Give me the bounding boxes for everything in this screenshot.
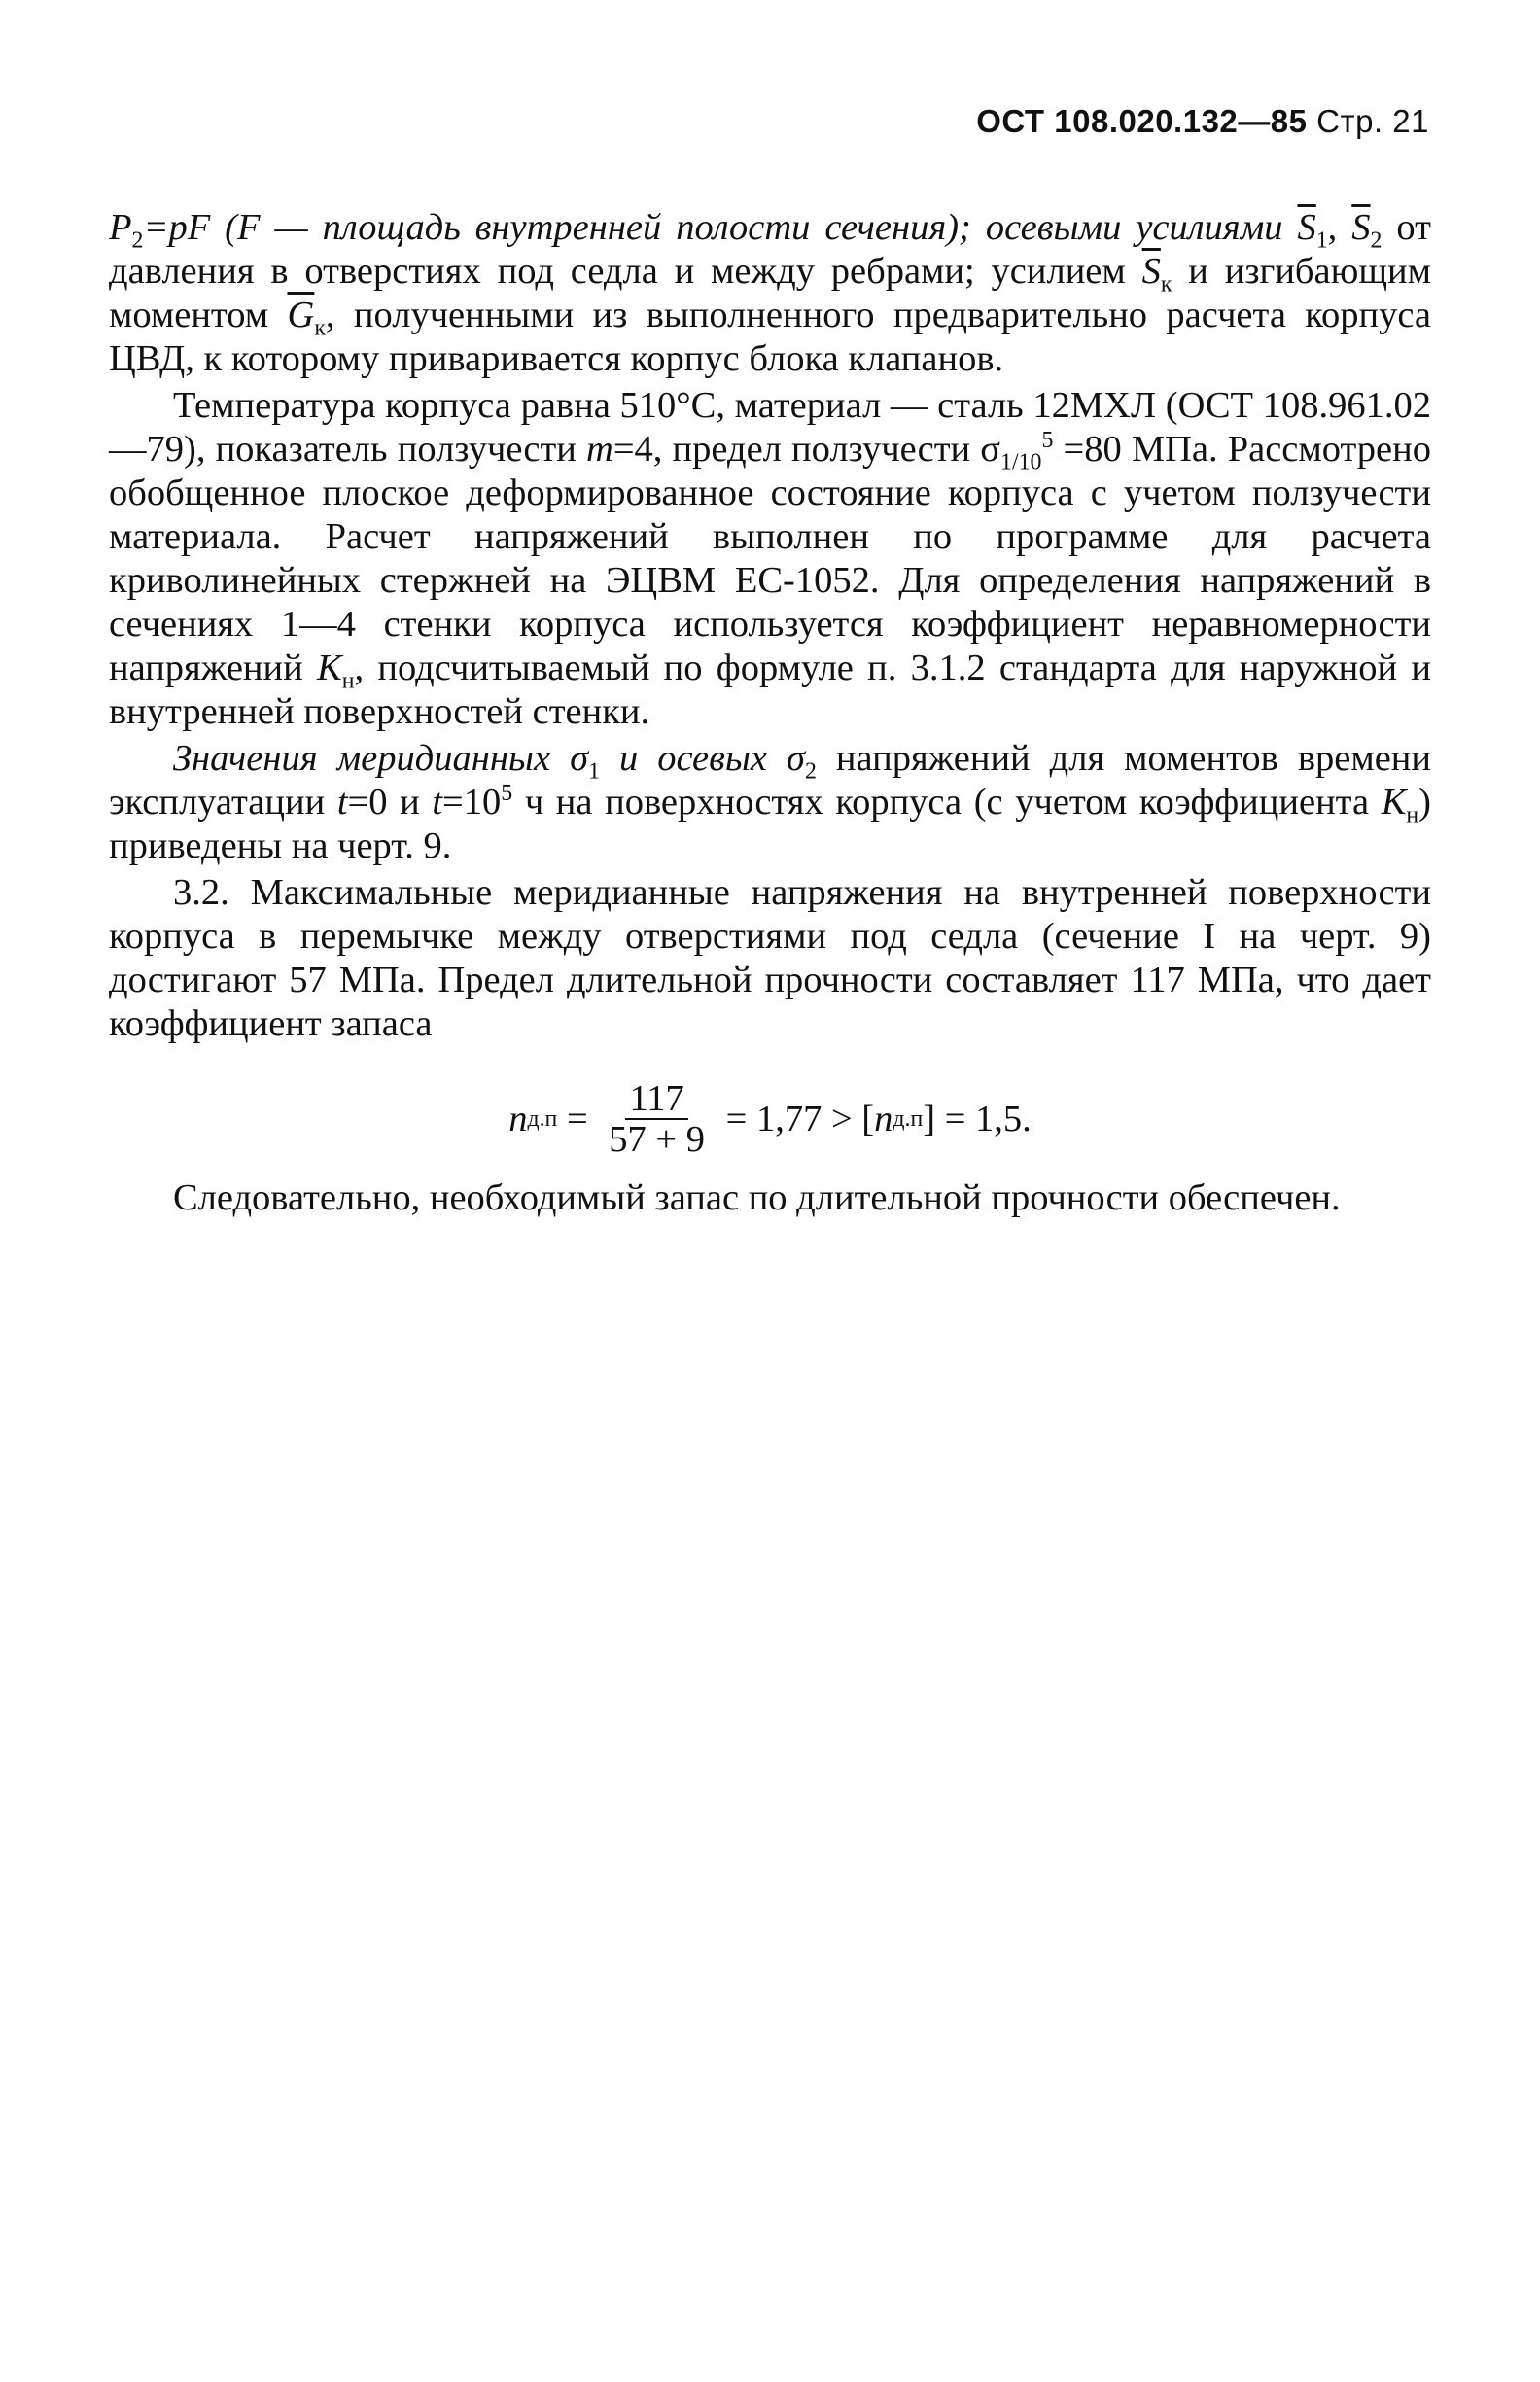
symbol-t: t	[336, 782, 348, 823]
subscript: н	[1406, 802, 1419, 828]
superscript: 5	[501, 781, 513, 807]
page-number: Стр. 21	[1316, 103, 1429, 139]
text-run: ч на поверхностях корпуса (с учетом коэффициента	[512, 782, 1382, 823]
superscript: 5	[1041, 428, 1054, 454]
symbol-K: K	[1381, 782, 1407, 823]
symbol-Gk: $\overline{G}$	[287, 295, 315, 335]
safety-factor-formula: n д.п = $\frac{117}{57 + 9}$ = 1,77 > [ n д.п ] = 1,5.	[508, 1078, 1032, 1160]
symbol-P: P	[109, 207, 132, 248]
subscript: 2	[805, 758, 817, 785]
text-run: =4, предел ползучести σ	[612, 429, 1001, 470]
paragraph-loads	[109, 206, 1431, 381]
text-run: =10	[442, 782, 502, 823]
text-run: , подсчитываемый по формуле п. 3.1.2 стандарта для наружной и внутренней поверхностей стенки.	[109, 648, 1431, 732]
text-run: и изгибающим моментом	[109, 251, 1431, 335]
subscript: 1	[588, 758, 600, 785]
paragraph-section-3-2: 3.2. Максимальные меридианные напряжения на внутренней поверхности корпуса в перемычке между отверстиями под седла (сечение I на черт. 9) достигают 57 МПа. Предел длительной прочности составляет 117 МПа, что дает коэффициент запаса	[109, 872, 1431, 1044]
text-run: ,	[1327, 207, 1352, 248]
subscript: к	[1160, 271, 1172, 298]
formula-allowed: ] = 1,5.	[923, 1098, 1032, 1139]
text-run: =80 МПа. Рассмотрено обобщенное плоское деформированное состояние корпуса с учетом ползучести материала. Расчет напряжений выполнен по программе для расчета криволинейных стержней на ЭЦВМ ЕС-1052. Для определения напряжений в сечениях 1—4 стенки корпуса используется коэффициент неравномерности напряжений	[109, 429, 1431, 688]
symbol-Sk: $\overline{S}$	[1141, 251, 1161, 292]
formula-fraction	[605, 1079, 709, 1159]
text-run: напряжений для моментов времени эксплуатации	[109, 738, 1431, 823]
symbol-t: t	[432, 782, 443, 823]
text-run: Значения меридианных σ	[173, 738, 589, 779]
text-run: =0 и	[347, 782, 433, 823]
symbol-K: K	[317, 648, 342, 688]
subscript: 1/10	[1000, 449, 1042, 475]
subscript: 2	[1370, 228, 1382, 254]
text-run: и осевых σ	[600, 738, 805, 779]
formula-n: n	[874, 1098, 893, 1139]
page-header	[976, 103, 1429, 140]
doc-code: ОСТ 108.020.132—85	[976, 103, 1308, 139]
subscript: 1	[1315, 228, 1328, 254]
fraction-denominator: 57 + 9	[609, 1119, 705, 1160]
paragraph-temperature	[109, 384, 1431, 734]
document-body	[109, 206, 1431, 1220]
text-run: ) приведены на черт. 9.	[109, 782, 1431, 866]
paragraph-conclusion: Следовательно, необходимый запас по длительной прочности обеспечен.	[173, 1177, 1341, 1218]
formula-result: = 1,77 > [	[717, 1098, 875, 1139]
subscript: к	[314, 315, 326, 341]
subscript: 2	[131, 228, 144, 254]
fraction-numerator: 117	[625, 1079, 687, 1120]
symbol-S2: $\overline{S}$	[1351, 207, 1371, 248]
text-run: , полученными из выполненного предварительно расчета корпуса ЦВД, к которому приваривается корпус блока клапанов.	[109, 295, 1432, 379]
text-run: =pF (F — площадь внутренней полости сечения); осевыми усилиями	[143, 207, 1298, 248]
symbol-S1: $\overline{S}$	[1297, 207, 1316, 248]
paragraph-stresses	[109, 737, 1431, 868]
subscript: н	[341, 668, 355, 694]
formula-equals: =	[557, 1098, 598, 1139]
text-run: от давления в отверстиях под седла и между ребрами; усилием	[109, 207, 1431, 292]
text-run: Температура корпуса равна 510°С, материал — сталь 12МХЛ (ОСТ 108.961.02—79), показатель ползучести	[109, 385, 1431, 470]
formula-n: n	[508, 1098, 528, 1139]
symbol-m: m	[586, 429, 613, 470]
